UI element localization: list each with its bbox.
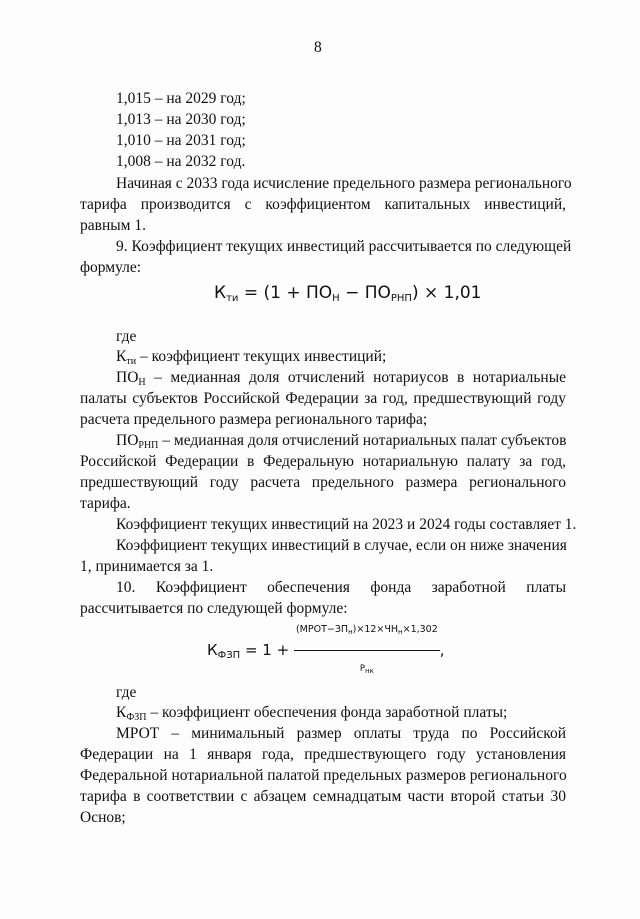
coef-list-item: 1,010 – на 2031 год;	[116, 132, 246, 149]
definition-po-rnp: предшествующий году расчета предельного размера регионального	[80, 474, 566, 491]
where-label: где	[116, 328, 137, 345]
page-number: 8	[314, 39, 322, 56]
definition-mrot: Основ;	[80, 809, 126, 826]
paragraph-9: формуле:	[80, 259, 142, 276]
paragraph-2033: тарифа производится с коэффициентом капитальных инвестиций,	[80, 196, 566, 213]
paragraph-10: рассчитывается по следующей формуле:	[80, 600, 348, 617]
definition-k-fzp: $К_{ФЗП}$ – коэффициент обеспечения фонда заработной платы;	[116, 704, 508, 723]
formula-fraction: $\frac{(МРОТ-ЗП_н)\times 12\times ЧН_н\times 1,302}{Р_{нк}}$	[294, 614, 440, 687]
coef-list-item: 1,013 – на 2030 год;	[116, 111, 246, 128]
definition-po-n: палаты субъектов Российской Федерации за год, предшествующий году	[80, 390, 566, 407]
paragraph-2033: равным 1.	[80, 217, 146, 234]
definition-mrot: Федерации на 1 января года, предшествующего году установления	[80, 746, 566, 763]
definition-mrot: МРОТ – минимальный размер оплаты труда по Российской	[116, 725, 566, 742]
definition-po-n: $ПО_Н$ – медианная доля отчислений нотариусов в нотариальные	[116, 369, 566, 388]
paragraph-below-one: 1, принимается за 1.	[80, 558, 214, 575]
definition-k-ti: $К_{ти}$ – коэффициент текущих инвестиций;	[116, 348, 387, 367]
definition-po-rnp: $ПО_{РНП}$ – медианная доля отчислений нотариальных палат субъектов	[116, 432, 567, 451]
paragraph-9: 9. Коэффициент текущих инвестиций рассчитывается по следующей	[116, 238, 572, 255]
where-label: где	[116, 684, 137, 701]
paragraph-2033: Начиная с 2033 года исчисление предельного размера регионального	[116, 175, 572, 192]
paragraph-2023: Коэффициент текущих инвестиций на 2023 и 2024 годы составляет 1.	[116, 516, 577, 533]
definition-po-n: расчета предельного размера регионального тарифа;	[80, 411, 428, 428]
paragraph-10: 10. Коэффициент обеспечения фонда заработной платы	[116, 579, 566, 596]
definition-po-rnp: Российской Федерации в Федеральную нотариальную палату за год,	[80, 453, 566, 470]
paragraph-below-one: Коэффициент текущих инвестиций в случае, если он ниже значения	[116, 537, 567, 554]
definition-mrot: Федеральной нотариальной палатой предельных размеров регионального	[80, 767, 567, 784]
definition-po-rnp: тарифа.	[80, 495, 131, 512]
formula-wage-fund: $К_{ФЗП} = 1$ + $\frac{(МРОТ-ЗП_н)\times 12\times ЧН_н\times 1,302}{Р_{нк}}$ ,	[207, 614, 445, 687]
coef-list-item: 1,008 – на 2032 год.	[116, 153, 246, 170]
definition-mrot: тарифа в соответствии с абзацем семнадцатым части второй статьи 30	[80, 788, 566, 805]
coef-list-item: 1,015 – на 2029 год;	[116, 90, 246, 107]
formula-current-investments: $К_{ти} = (1 + ПО_Н - ПО_{РНП}) \times 1,01$	[214, 283, 482, 304]
